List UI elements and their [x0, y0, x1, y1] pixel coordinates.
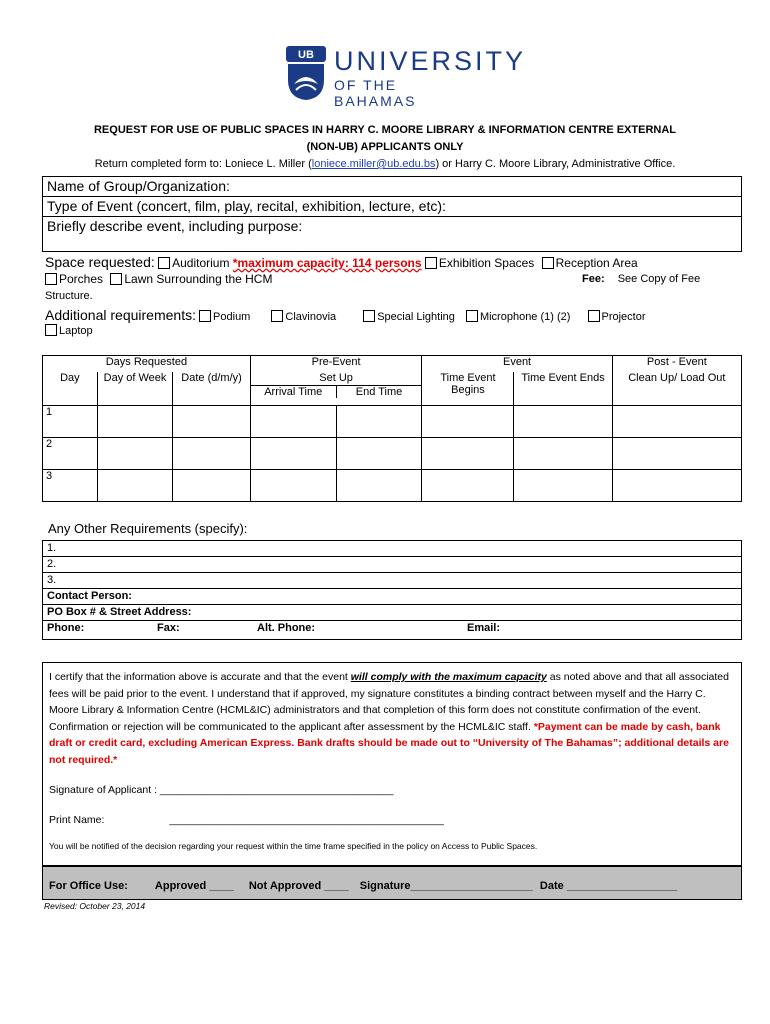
describe-field[interactable] [42, 216, 742, 252]
podium-checkbox[interactable] [199, 310, 211, 322]
day-of-week-header: Day of Week [97, 372, 172, 406]
days-requested-table [42, 355, 742, 502]
table-cell[interactable] [514, 438, 612, 470]
return-prefix: Return completed form to: Loniece L. Miller ( [94, 158, 312, 170]
podium-label: Podium [213, 311, 251, 323]
table-cell[interactable] [612, 406, 741, 438]
event-type-field[interactable] [42, 196, 742, 217]
microphone-checkbox[interactable] [466, 310, 478, 322]
other-item-number: 2. [47, 558, 57, 570]
arrival-time-header: Arrival Time [251, 385, 337, 398]
payment-notice: *Payment can be made by cash, bank draft or credit card, excluding American Express. Bank drafts should be made out to “University of The Bahamas”; additional details are not required.* [49, 720, 729, 766]
form-title-line2: (NON-UB) APPLICANTS ONLY [306, 141, 464, 153]
event-type-hint: (concert, film, play, recital, exhibition, lecture, etc): [136, 198, 446, 214]
additional-label: Additional requirements: [45, 307, 196, 323]
office-use-label: For Office Use: [49, 880, 128, 892]
table-cell[interactable] [97, 470, 172, 502]
row-number: 2 [43, 438, 98, 470]
office-use-bar [42, 866, 742, 900]
table-cell[interactable] [422, 406, 514, 438]
projector-label: Projector [601, 311, 646, 323]
return-email-link[interactable]: loniece.miller@ub.edu.bs [311, 158, 436, 170]
setup-header [250, 372, 422, 406]
table-cell[interactable] [173, 406, 251, 438]
other-item-3[interactable] [42, 572, 742, 589]
table-cell[interactable] [514, 406, 612, 438]
other-item-1[interactable] [42, 540, 742, 557]
approved-field[interactable]: Approved ____ [154, 880, 234, 892]
table-cell[interactable] [97, 406, 172, 438]
revised-date: Revised: October 23, 2014 [44, 901, 146, 911]
table-cell[interactable] [612, 470, 741, 502]
cert-emphasis: will comply with the maximum capacity [350, 671, 547, 683]
alt-phone-label: Alt. Phone: [257, 622, 316, 634]
space-requested-row [45, 254, 742, 270]
lawn-checkbox[interactable] [110, 273, 122, 285]
print-name-row[interactable] [49, 812, 735, 829]
form-title-line1: REQUEST FOR USE OF PUBLIC SPACES IN HARRY C. MOORE LIBRARY & INFORMATION CENTRE EXTERNAL [93, 124, 676, 136]
clavinovia-label: Clavinovia [285, 311, 337, 323]
time-begins-header: Time Event Begins [422, 372, 514, 406]
other-requirements-heading: Any Other Requirements (specify): [48, 521, 248, 536]
describe-label: Briefly describe event, including purpose: [47, 218, 303, 234]
table-cell[interactable] [422, 438, 514, 470]
exhibition-label: Exhibition Spaces [438, 256, 535, 270]
capacity-warning: *maximum capacity: 114 persons [232, 256, 422, 270]
additional-row [45, 307, 742, 323]
table-row [43, 438, 742, 470]
table-cell[interactable] [250, 438, 336, 470]
table-cell[interactable] [173, 438, 251, 470]
lighting-label: Special Lighting [377, 311, 455, 323]
space-requested-row2 [45, 272, 272, 286]
group-field[interactable] [42, 176, 742, 197]
table-cell[interactable] [612, 438, 741, 470]
table-cell[interactable] [173, 470, 251, 502]
office-signature-field[interactable]: Signature____________________ [359, 880, 533, 892]
time-ends-header: Time Event Ends [514, 372, 612, 406]
logo-line2: OF THE BAHAMAS [334, 77, 417, 109]
day-header: Day [43, 372, 98, 406]
reception-checkbox[interactable] [542, 257, 554, 269]
clean-up-header: Clean Up/ Load Out [612, 372, 741, 406]
table-cell[interactable] [336, 470, 422, 502]
row-number: 3 [43, 470, 98, 502]
table-cell[interactable] [250, 406, 336, 438]
table-cell[interactable] [336, 406, 422, 438]
not-approved-field[interactable]: Not Approved ____ [248, 880, 349, 892]
clavinovia-checkbox[interactable] [271, 310, 283, 322]
phone-row [42, 620, 742, 640]
row-number: 1 [43, 406, 98, 438]
email-label: Email: [467, 622, 501, 634]
table-row [43, 406, 742, 438]
address-field[interactable] [42, 604, 742, 621]
fee-row [582, 273, 700, 285]
logo-line1: UNIVERSITY [334, 46, 527, 76]
projector-checkbox[interactable] [588, 310, 600, 322]
table-cell[interactable] [97, 438, 172, 470]
table-cell[interactable] [422, 470, 514, 502]
exhibition-checkbox[interactable] [425, 257, 437, 269]
porches-label: Porches [59, 272, 104, 286]
setup-label: Set Up [319, 371, 353, 384]
porches-checkbox[interactable] [45, 273, 57, 285]
table-cell[interactable] [250, 470, 336, 502]
event-type-label: Type of Event [47, 198, 133, 214]
table-row [43, 470, 742, 502]
fee-label: Fee: [582, 273, 605, 285]
contact-person-field[interactable] [42, 588, 742, 605]
end-time-header: End Time [337, 385, 422, 398]
other-item-2[interactable] [42, 556, 742, 573]
date-header: Date (d/m/y) [173, 372, 251, 406]
certification-box [42, 662, 742, 866]
microphone-label: Microphone (1) (2) [479, 311, 571, 323]
laptop-row [45, 324, 93, 337]
auditorium-label: Auditorium [172, 256, 230, 270]
ub-crest-icon [284, 44, 328, 102]
event-header: Event [422, 356, 612, 372]
contact-person-label: Contact Person: [47, 590, 132, 602]
other-item-number: 1. [47, 542, 57, 554]
lighting-checkbox[interactable] [363, 310, 375, 322]
logo-badge: UB [298, 49, 314, 61]
fax-label: Fax: [157, 622, 180, 634]
university-logo [284, 44, 527, 109]
cert-text-part1: I certify that the information above is accurate and that the event [49, 671, 351, 683]
table-cell[interactable] [336, 438, 422, 470]
certification-text [49, 669, 735, 768]
address-label: PO Box # & Street Address: [47, 606, 192, 618]
print-name-line: _______________________________________________ [169, 813, 444, 826]
other-item-number: 3. [47, 574, 57, 586]
group-label: Name of Group/Organization: [47, 178, 230, 194]
fee-value: See Copy of Fee [617, 273, 701, 285]
notification-notice: You will be notified of the decision regarding your request within the time frame specified in the policy on Access to Public Spaces. [49, 841, 538, 851]
days-requested-header: Days Requested [43, 356, 251, 372]
space-label: Space requested: [45, 254, 155, 270]
signature-line[interactable]: Signature of Applicant : ________________________________________ [49, 784, 394, 796]
pre-event-header: Pre-Event [250, 356, 422, 372]
post-event-header: Post - Event [612, 356, 741, 372]
phone-label: Phone: [47, 622, 85, 634]
laptop-checkbox[interactable] [45, 324, 57, 336]
office-date-field[interactable]: Date __________________ [539, 880, 677, 892]
structure-text: Structure. [45, 290, 93, 302]
lawn-label: Lawn Surrounding the HCM [124, 272, 273, 286]
table-cell[interactable] [514, 470, 612, 502]
cert-text-part2: as noted above and that all associated fees will be paid prior to the event. I understand that if approved, my signature constitutes a binding contract between myself and the Harry C. Moore Library & Information Centre (HCML&IC) administrators and that completion of this form does not constitute confirmation of the event. Confirmation or rejection will be communicated to the applicant after assessment by the HCML&IC staff. [49, 671, 729, 733]
return-instructions [0, 158, 770, 170]
print-name-label: Print Name: [49, 813, 105, 826]
laptop-label: Laptop [59, 325, 93, 337]
reception-label: Reception Area [555, 256, 638, 270]
auditorium-checkbox[interactable] [158, 257, 170, 269]
return-suffix: ) or Harry C. Moore Library, Administrative Office. [435, 158, 676, 170]
